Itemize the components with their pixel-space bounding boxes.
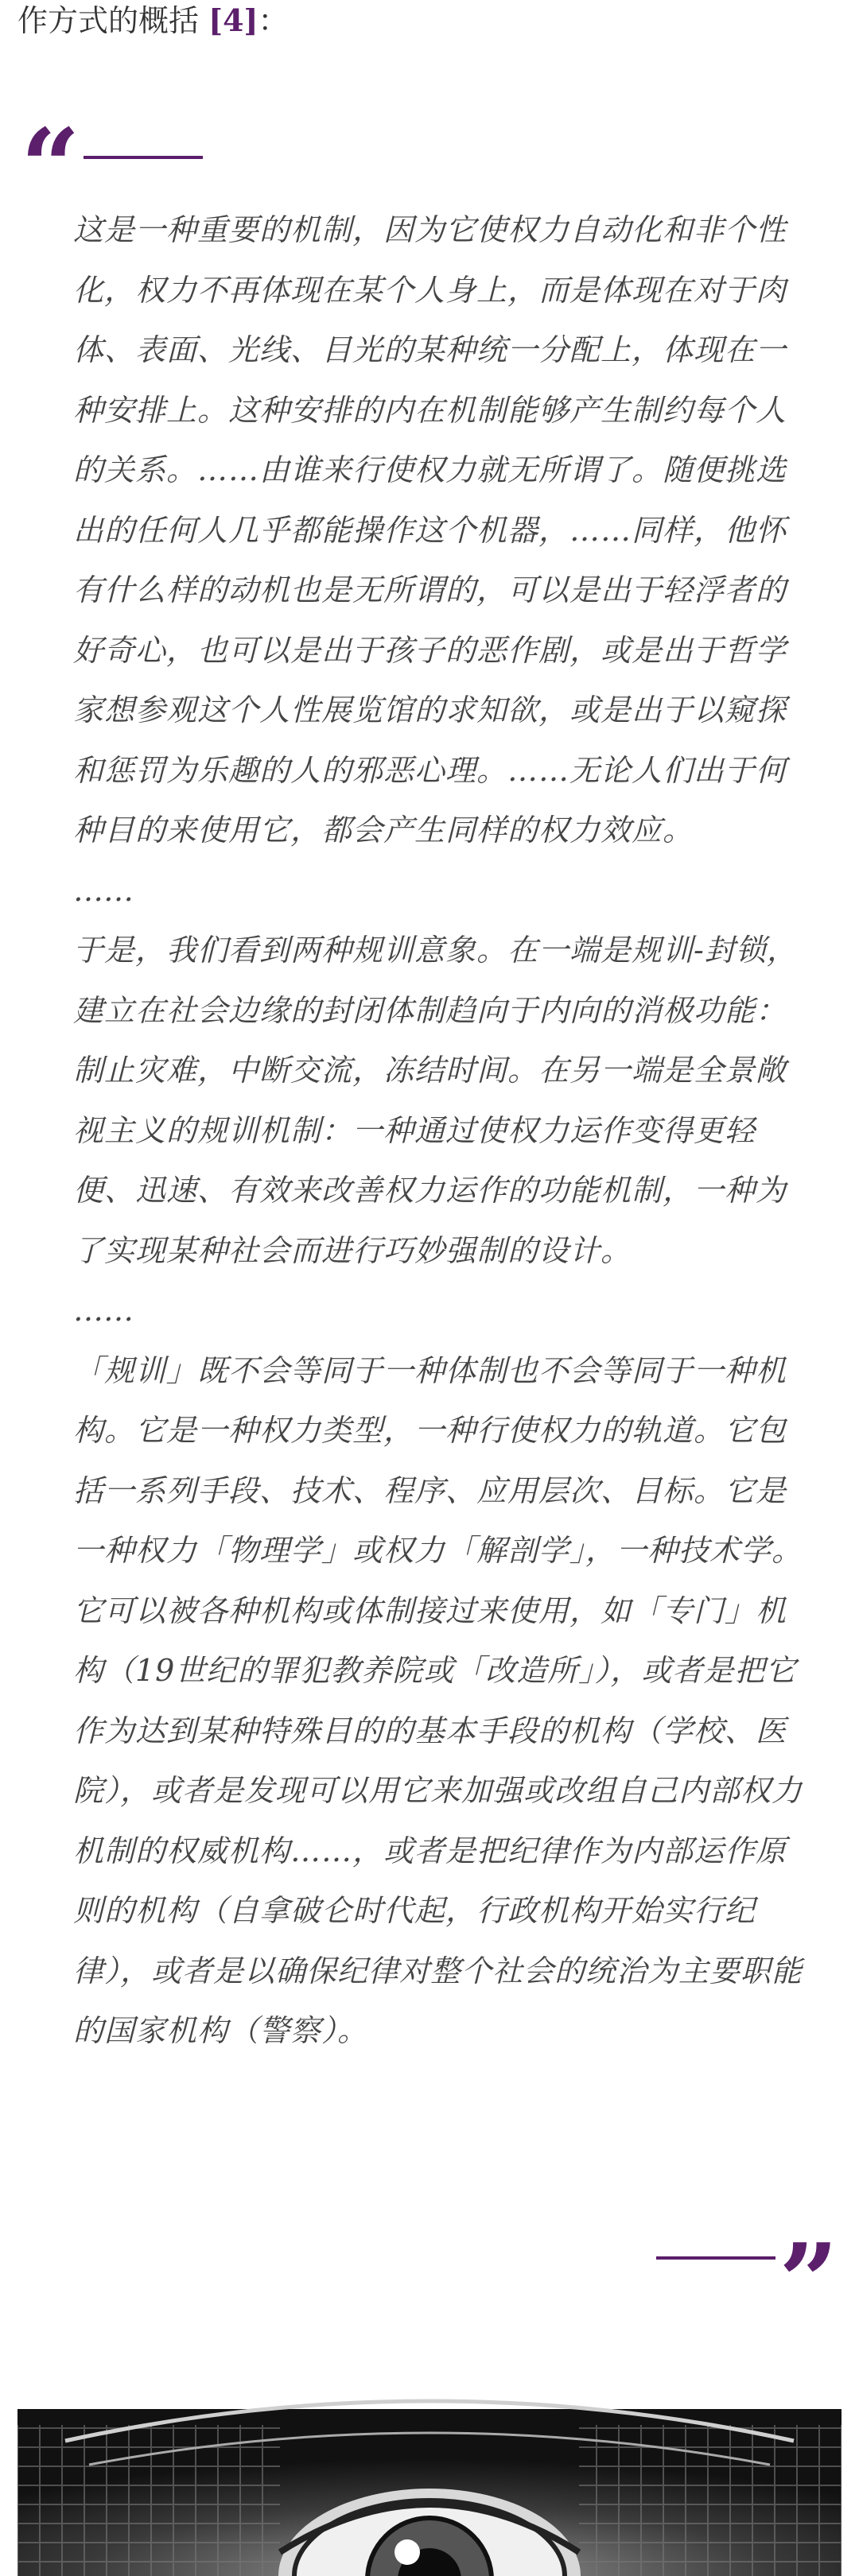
quote-close-decoration	[656, 2221, 838, 2342]
quote-paragraph: 「规训」既不会等同于一种体制也不会等同于一种机构。它是一种权力类型，一种行使权力的轨道。它包括一系列手段、技术、程序、应用层次、目标。它是一种权力「物理学」或权力「解剖学」，一种技术学。它可以被各种机构或体制接过来使用，如「专门」机构（19世纪的罪犯教养院或「改造所」），或者是把它作为达到某种特殊目的的基本手段的机构（学校、医院），或者是发现可以用它来加强或改组自己内部权力机制的权威机构……，或者是把纪律作为内部运作原则的机构（自拿破仑时代起，行政机构开始实行纪律），或者是以确保纪律对整个社会的统治为主要职能的国家机构（警察）。	[73, 1352, 803, 2048]
intro-colon: ：	[258, 3, 289, 38]
close-quote-icon: ”	[779, 2221, 838, 2342]
citation-link[interactable]: [4]	[208, 2, 258, 38]
open-quote-icon: “	[21, 106, 80, 227]
quote-ellipsis: ……	[73, 872, 134, 908]
quote-divider-line	[656, 2256, 775, 2260]
quote-divider-line	[84, 156, 203, 159]
intro-line	[17, 0, 289, 41]
quote-paragraph: 于是，我们看到两种规训意象。在一端是规训-封锁，建立在社会边缘的封闭体制趋向于内向的消极功能：制止灾难，中断交流，冻结时间。在另一端是全景敞视主义的规训机制：一种通过使权力运作变得更轻便、迅速、有效来改善权力运作的功能机制，一种为了实现某种社会而进行巧妙强制的设计。	[73, 933, 798, 1268]
eye-illustration-image	[17, 2409, 842, 2576]
eye-icon	[17, 2409, 842, 2576]
intro-text: 作方式的概括	[17, 3, 200, 38]
blockquote	[73, 200, 805, 2062]
quote-ellipsis: ……	[73, 1293, 134, 1328]
quote-open-decoration	[21, 106, 203, 227]
quote-paragraph: 这是一种重要的机制，因为它使权力自动化和非个性化，权力不再体现在某个人身上，而是体现在对于肉体、表面、光线、目光的某种统一分配上，体现在一种安排上。这种安排的内在机制能够产生制约每个人的关系。……由谁来行使权力就无所谓了。随便挑选出的任何人几乎都能操作这个机器，……同样，他怀有什么样的动机也是无所谓的，可以是出于轻浮者的好奇心，也可以是出于孩子的恶作剧，或是出于哲学家想参观这个人性展览馆的求知欲，或是出于以窥探和惩罚为乐趣的人的邪恶心理。……无论人们出于何种目的来使用它，都会产生同样的权力效应。	[73, 212, 787, 848]
